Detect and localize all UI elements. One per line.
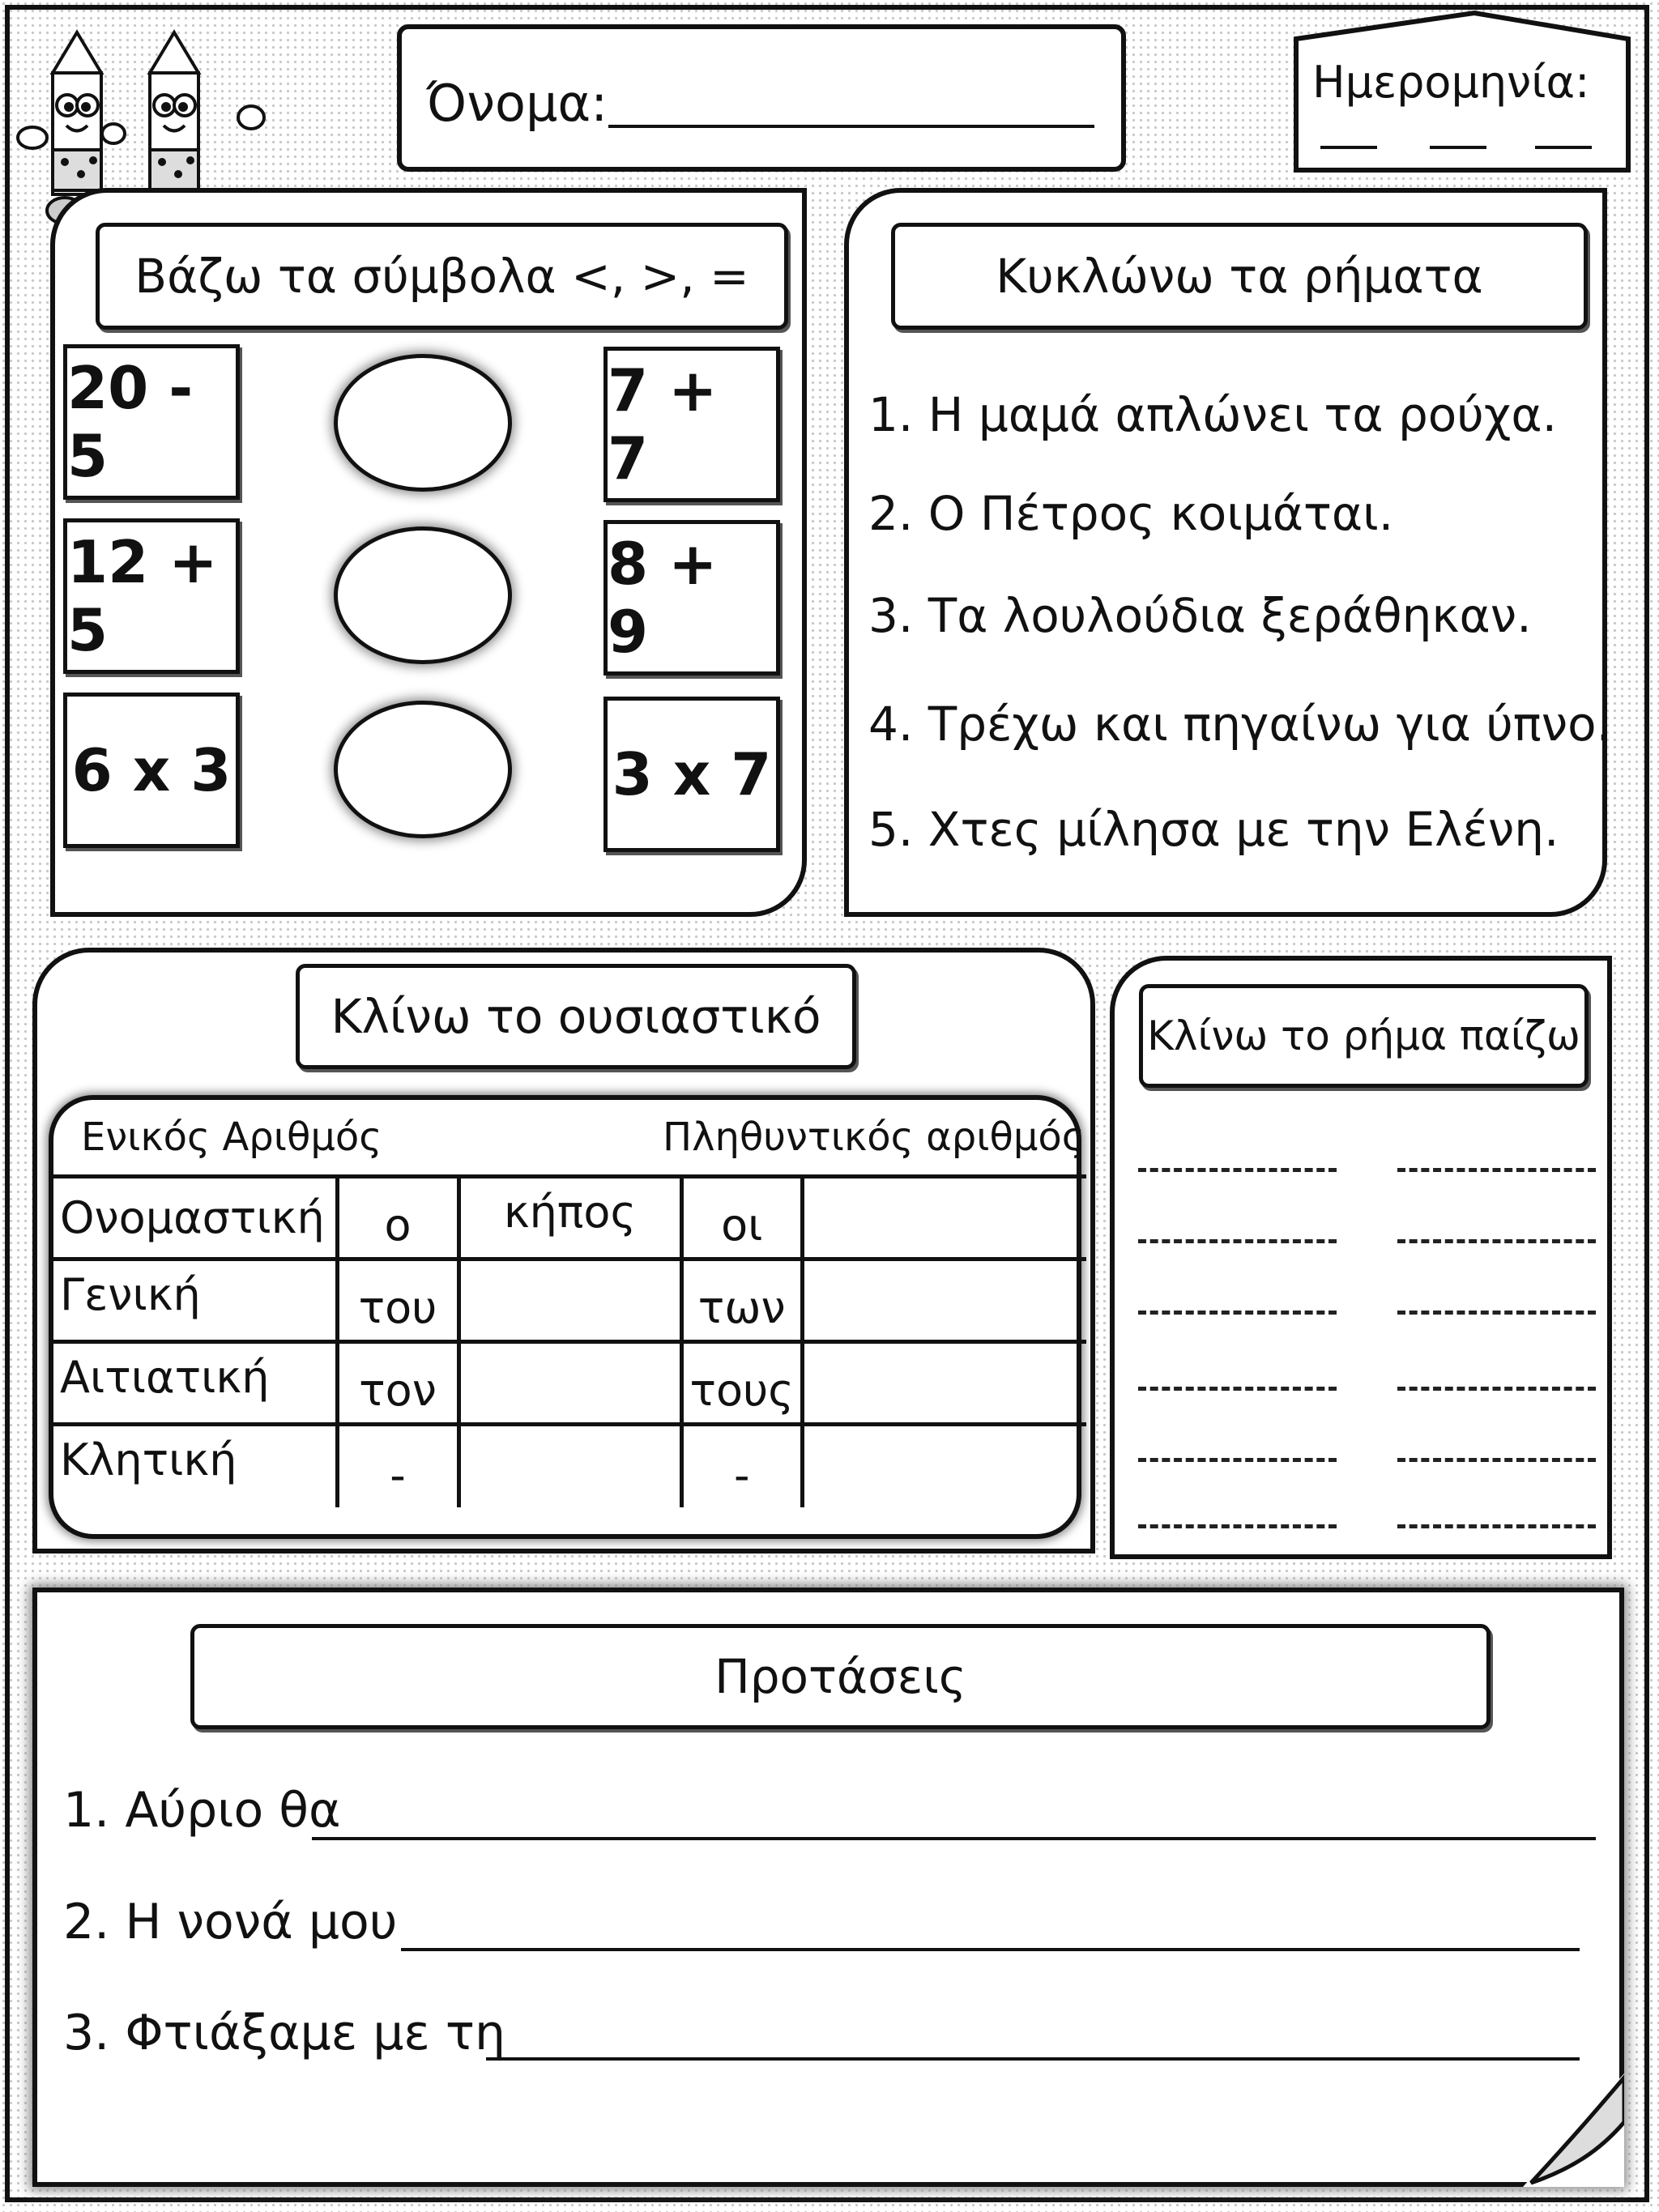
verb-conj-title: Κλίνω το ρήμα παίζω [1139, 984, 1589, 1088]
conj-line-4a[interactable] [1138, 1387, 1337, 1391]
declension-table [53, 1174, 1086, 1507]
verb-sentence-5: 5. Χτες μίλησα με την Ελένη. [868, 802, 1559, 857]
pl-article-nominative: οι [681, 1177, 803, 1259]
page-curl-icon [1523, 2073, 1624, 2187]
pl-word-accusative[interactable] [803, 1342, 1086, 1425]
sg-article-accusative: τον [337, 1342, 458, 1425]
date-label: Ημερομηνία: [1312, 57, 1590, 108]
expr-left-3: 6 x 3 [63, 693, 240, 848]
sentence-prompt-1: 1. Αύριο θα [63, 1782, 341, 1839]
case-nominative: Ονομαστική [53, 1177, 337, 1259]
conj-line-2a[interactable] [1138, 1239, 1337, 1243]
verbs-title: Κυκλώνω τα ρήματα [891, 223, 1588, 330]
pl-word-vocative[interactable] [803, 1425, 1086, 1507]
conj-line-5b[interactable] [1397, 1458, 1596, 1462]
case-accusative: Αιτιατική [53, 1342, 337, 1425]
table-row [53, 1259, 1086, 1342]
table-row [53, 1342, 1086, 1425]
noun-title: Κλίνω το ουσιαστικό [296, 964, 856, 1069]
sg-word-genitive[interactable] [458, 1259, 681, 1342]
conj-line-2b[interactable] [1397, 1239, 1596, 1243]
symbols-title: Βάζω τα σύμβολα <, >, = [96, 223, 788, 330]
sg-word-accusative[interactable] [458, 1342, 681, 1425]
conj-line-1b[interactable] [1397, 1168, 1596, 1172]
expr-left-1: 20 - 5 [63, 344, 240, 500]
sentence-line-2[interactable] [401, 1948, 1580, 1951]
date-year-field[interactable] [1535, 146, 1592, 149]
conj-line-4b[interactable] [1397, 1387, 1596, 1391]
sg-article-nominative: ο [337, 1177, 458, 1259]
plural-label: Πληθυντικός αριθμός [663, 1115, 1085, 1160]
sg-word-nominative[interactable]: κήπος [458, 1177, 681, 1259]
expr-right-1: 7 + 7 [603, 347, 780, 502]
case-genitive: Γενική [53, 1259, 337, 1342]
sentence-prompt-3: 3. Φτιάξαμε με τη [63, 2005, 506, 2061]
expr-left-2: 12 + 5 [63, 518, 240, 674]
conj-line-3b[interactable] [1397, 1311, 1596, 1315]
conj-line-6a[interactable] [1138, 1524, 1337, 1528]
table-row [53, 1425, 1086, 1507]
compare-oval-3[interactable] [334, 701, 512, 838]
sg-article-genitive: του [337, 1259, 458, 1342]
sentence-prompt-2: 2. Η νονά μου [63, 1894, 398, 1950]
case-vocative: Κλητική [53, 1425, 337, 1507]
sg-word-vocative[interactable] [458, 1425, 681, 1507]
verb-sentence-4: 4. Τρέχω και πηγαίνω για ύπνο. [868, 697, 1612, 752]
expr-right-2: 8 + 9 [603, 520, 780, 676]
table-row [53, 1177, 1086, 1259]
pl-article-vocative: - [681, 1425, 803, 1507]
date-day-field[interactable] [1320, 146, 1377, 149]
name-field[interactable] [608, 125, 1094, 128]
conj-line-1a[interactable] [1138, 1168, 1337, 1172]
pl-article-genitive: των [681, 1259, 803, 1342]
verb-sentence-1: 1. Η μαμά απλώνει τα ρούχα. [868, 387, 1558, 442]
sentences-title: Προτάσεις [190, 1624, 1491, 1729]
expr-right-3: 3 x 7 [603, 697, 780, 852]
sentence-line-1[interactable] [312, 1837, 1596, 1840]
singular-label: Ενικός Αριθμός [81, 1115, 382, 1160]
sentence-line-3[interactable] [486, 2057, 1580, 2061]
name-box [397, 24, 1126, 172]
pl-article-accusative: τους [681, 1342, 803, 1425]
sg-article-vocative: - [337, 1425, 458, 1507]
name-label: Όνομα: [426, 74, 608, 133]
conj-line-5a[interactable] [1138, 1458, 1337, 1462]
compare-oval-2[interactable] [334, 526, 512, 664]
verb-sentence-2: 2. Ο Πέτρος κοιμάται. [868, 486, 1394, 541]
pl-word-genitive[interactable] [803, 1259, 1086, 1342]
verb-sentence-3: 3. Τα λουλούδια ξεράθηκαν. [868, 588, 1532, 643]
conj-line-3a[interactable] [1138, 1311, 1337, 1315]
compare-oval-1[interactable] [334, 354, 512, 492]
conj-line-6b[interactable] [1397, 1524, 1596, 1528]
date-month-field[interactable] [1430, 146, 1486, 149]
pl-word-nominative[interactable] [803, 1177, 1086, 1259]
